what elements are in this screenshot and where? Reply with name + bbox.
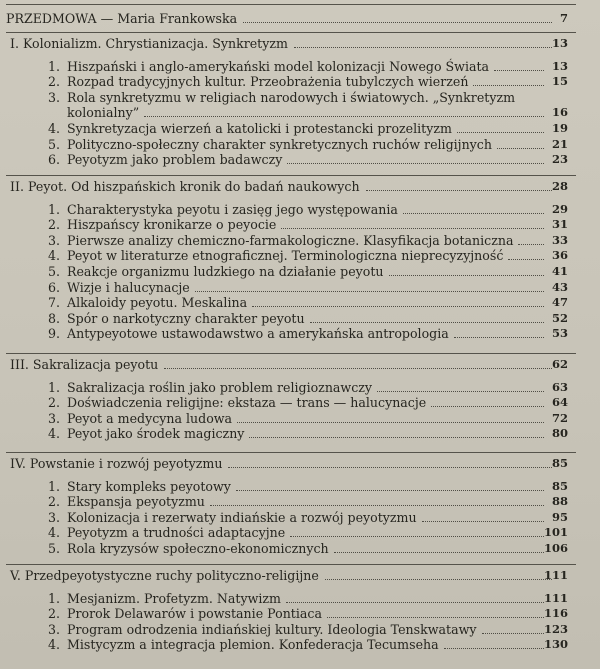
toc-item-number: 2. xyxy=(48,74,61,90)
toc-item-text: Rola kryzysów społeczno-ekonomicznych xyxy=(67,541,329,556)
toc-item-page: 31 xyxy=(551,217,568,232)
toc-item-text: Peyotyzm jako problem badawczy xyxy=(67,152,283,168)
toc-item-page: 29 xyxy=(551,201,568,216)
section-heading-page: 28 xyxy=(551,179,568,193)
section-heading-text: IV. Powstanie i rozwój peyotyzmu xyxy=(10,456,223,471)
toc-item-page: 88 xyxy=(551,494,568,509)
toc-item-page: 53 xyxy=(551,326,568,341)
section-divider xyxy=(6,175,576,176)
leader-dots xyxy=(164,368,552,370)
section-heading-text: I. Kolonializm. Chrystianizacja. Synkretyzm xyxy=(10,36,288,51)
toc-item-page: 130 xyxy=(543,637,568,652)
leader-dots xyxy=(444,648,544,650)
leader-dots xyxy=(508,259,544,261)
toc-item-page: 19 xyxy=(551,121,568,135)
toc-item-page: 43 xyxy=(551,279,568,294)
toc-item-page: 63 xyxy=(551,379,568,394)
leader-dots xyxy=(290,536,544,538)
toc-item-page: 64 xyxy=(551,395,568,410)
leader-dots xyxy=(195,291,544,293)
toc-item-page: 36 xyxy=(551,248,568,263)
toc-item-page: 33 xyxy=(551,232,568,247)
toc-item-number: 4. xyxy=(48,637,61,653)
section-heading-text: II. Peyot. Od hiszpańskich kronik do badań naukowych xyxy=(10,179,360,194)
toc-item-text: Prorok Delawarów i powstanie Pontiaca xyxy=(67,606,322,622)
leader-dots xyxy=(457,132,544,134)
toc-item-number: 1. xyxy=(48,590,61,606)
toc-item-number: 2. xyxy=(48,494,61,510)
leader-dots xyxy=(228,467,552,469)
toc-item-text: Doświadczenia religijne: ekstaza — trans — halucynacje xyxy=(67,395,427,411)
toc-item-text: Reakcje organizmu ludzkiego na działanie peyotu xyxy=(67,264,384,279)
toc-item-text: Rola synkretyzmu w religiach narodowych i światowych. „Synkretyzm xyxy=(67,89,516,105)
leader-dots xyxy=(310,322,544,324)
section-heading-page: 13 xyxy=(551,36,568,50)
leader-dots xyxy=(281,228,544,230)
toc-item-text: Synkretyzacja wierzeń a katolicki i protestancki prozelityzm xyxy=(67,121,452,136)
toc-item-page: 47 xyxy=(551,295,568,310)
toc-item-page: 80 xyxy=(551,426,568,441)
section-divider xyxy=(6,4,576,5)
toc-item-number: 5. xyxy=(48,541,61,556)
toc-item-number: 3. xyxy=(48,621,61,637)
leader-dots xyxy=(236,490,544,492)
toc-item-number: 2. xyxy=(48,217,61,233)
toc-item-page: 16 xyxy=(551,105,568,120)
toc-item-text: Spór o narkotyczny charakter peyotu xyxy=(67,310,305,326)
leader-dots xyxy=(286,602,544,604)
toc-item-text: Mistycyzm a integracja plemion. Konfederacja Tecumseha xyxy=(67,637,439,653)
section-heading-page: 62 xyxy=(551,357,568,371)
toc-item-page: 13 xyxy=(551,58,568,73)
toc-item-text: Peyot a medycyna ludowa xyxy=(67,410,233,426)
toc-item-number: 5. xyxy=(48,136,61,152)
toc-item-number: 3. xyxy=(48,232,61,248)
toc-item-text: Peyotyzm a trudności adaptacyjne xyxy=(67,525,286,541)
toc-item-page: 111 xyxy=(543,590,568,605)
leader-dots xyxy=(389,275,544,277)
toc-item-page: 85 xyxy=(551,478,568,493)
leader-dots xyxy=(497,148,544,150)
toc-item-page: 72 xyxy=(551,410,568,425)
toc-item-number: 4. xyxy=(48,248,61,264)
toc-item-number: 2. xyxy=(48,395,61,411)
toc-item-number: 4. xyxy=(48,525,61,541)
leader-dots xyxy=(422,521,544,523)
leader-dots xyxy=(494,70,544,72)
preface-entry-page: 7 xyxy=(559,11,568,25)
leader-dots xyxy=(482,633,544,635)
toc-item-text: Wizje i halucynacje xyxy=(67,279,190,295)
toc-item-text: Antypeyotowe ustawodawstwo a amerykańska antropologia xyxy=(67,326,449,342)
toc-item-page: 23 xyxy=(551,152,568,167)
leader-dots xyxy=(518,244,544,246)
toc-item-page: 15 xyxy=(551,74,568,89)
leader-dots xyxy=(294,47,552,49)
toc-item-number: 1. xyxy=(48,379,61,395)
leader-dots xyxy=(454,337,544,339)
section-divider xyxy=(6,32,576,33)
toc-item-text: Peyot jako środek magiczny xyxy=(67,426,245,442)
toc-item-number: 9. xyxy=(48,326,61,342)
toc-item-number: 4. xyxy=(48,121,61,136)
section-heading-page: 85 xyxy=(551,456,568,470)
toc-item-number: 1. xyxy=(48,201,61,217)
toc-item-text: Polityczno-społeczny charakter synkretycznych ruchów religijnych xyxy=(67,136,492,152)
leader-dots xyxy=(325,579,552,581)
toc-item-text: Charakterystyka peyotu i zasięg jego występowania xyxy=(67,201,398,217)
toc-item-number: 3. xyxy=(48,89,61,105)
toc-item-text: Alkaloidy peyotu. Meskalina xyxy=(67,295,248,311)
section-heading-text: III. Sakralizacja peyotu xyxy=(10,357,159,372)
leader-dots xyxy=(431,406,544,408)
toc-item-number: 5. xyxy=(48,264,61,279)
toc-item-page: 52 xyxy=(551,310,568,325)
toc-item-page: 123 xyxy=(543,621,568,636)
leader-dots xyxy=(144,116,544,118)
leader-dots xyxy=(327,617,544,619)
leader-dots xyxy=(243,22,552,24)
toc-item-number: 1. xyxy=(48,58,61,74)
toc-item-text: Rozpad tradycyjnych kultur. Przeobrażenia tubylczych wierzeń xyxy=(67,74,469,90)
leader-dots xyxy=(377,391,544,393)
section-divider xyxy=(6,353,576,354)
toc-item-text: Peyot w literaturze etnograficznej. Terminologiczna nieprecyzyjność xyxy=(67,248,504,264)
toc-item-page: 101 xyxy=(543,525,568,540)
toc-item-text: Pierwsze analizy chemiczno-farmakologiczne. Klasyfikacja botaniczna xyxy=(67,232,514,248)
section-heading-text: V. Przedpeyotystyczne ruchy polityczno-religijne xyxy=(10,568,319,583)
toc-item-text: Kolonizacja i rezerwaty indiańskie a rozwój peyotyzmu xyxy=(67,509,417,525)
leader-dots xyxy=(403,213,544,215)
leader-dots xyxy=(473,85,544,87)
toc-item-text: Hiszpańscy kronikarze o peyocie xyxy=(67,217,277,233)
toc-item-page: 21 xyxy=(551,136,568,151)
toc-item-text: Stary kompleks peyotowy xyxy=(67,478,231,494)
toc-item-page: 95 xyxy=(551,509,568,524)
toc-item-text: Ekspansja peyotyzmu xyxy=(67,494,205,510)
toc-item-number: 7. xyxy=(48,295,61,311)
toc-item-page: 116 xyxy=(543,606,568,621)
toc-item-number: 8. xyxy=(48,310,61,326)
preface-entry-text: PRZEDMOWA — Maria Frankowska xyxy=(6,11,238,26)
toc-item-number: 3. xyxy=(48,410,61,426)
toc-item-number: 3. xyxy=(48,509,61,525)
toc-item-text: Mesjanizm. Profetyzm. Natywizm xyxy=(67,590,281,606)
leader-dots xyxy=(366,190,552,192)
leader-dots xyxy=(252,306,544,308)
leader-dots xyxy=(210,505,544,507)
leader-dots xyxy=(249,437,544,439)
section-heading-page: 111 xyxy=(543,568,568,582)
toc-item-page: 41 xyxy=(551,264,568,278)
toc-item-page: 106 xyxy=(543,541,568,555)
toc-item-text: Program odrodzenia indiańskiej kultury. Ideologia Tenskwatawy xyxy=(67,621,477,637)
toc-item-text: Sakralizacja roślin jako problem religioznawczy xyxy=(67,379,373,395)
toc-item-text: Hiszpański i anglo-amerykański model kolonizacji Nowego Świata xyxy=(67,58,490,74)
toc-item-number: 2. xyxy=(48,606,61,622)
leader-dots xyxy=(334,552,544,554)
section-divider xyxy=(6,564,576,565)
leader-dots xyxy=(287,163,544,165)
toc-item-number: 4. xyxy=(48,426,61,442)
section-divider xyxy=(6,452,576,453)
toc-item-text: kolonialny” xyxy=(67,105,140,121)
toc-item-number: 1. xyxy=(48,478,61,494)
toc-item-number: 6. xyxy=(48,279,61,295)
toc-item-number: 6. xyxy=(48,152,61,168)
leader-dots xyxy=(237,422,544,424)
